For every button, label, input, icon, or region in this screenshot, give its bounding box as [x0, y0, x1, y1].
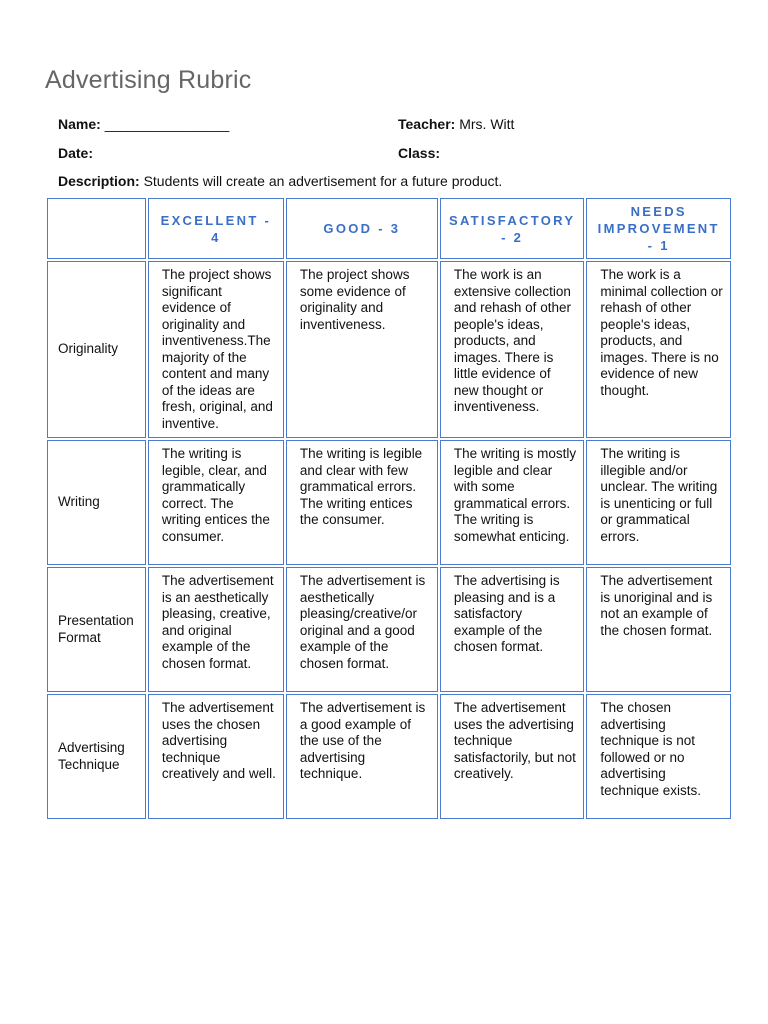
teacher-value: Mrs. Witt — [459, 116, 515, 132]
name-value: ________________ — [104, 116, 230, 132]
description-label: Description: — [58, 173, 140, 189]
rubric-cell: The writing is legible and clear with few grammatical errors. The writing entices the consumer. — [286, 440, 438, 565]
header-needs-improvement: NEEDS IMPROVEMENT - 1 — [586, 198, 731, 259]
name-label: Name: — [58, 116, 101, 132]
description-field — [58, 173, 502, 190]
rubric-cell: The writing is legible, clear, and grammatically correct. The writing entices the consumer. — [148, 440, 284, 565]
date-label: Date: — [58, 145, 94, 161]
header-criterion — [47, 198, 146, 259]
teacher-field — [398, 116, 514, 133]
teacher-label: Teacher: — [398, 116, 456, 132]
criterion-cell: Advertising Technique — [47, 694, 146, 819]
table-row — [47, 261, 731, 438]
table-row — [47, 694, 731, 819]
header-satisfactory: SATISFACTORY - 2 — [440, 198, 585, 259]
class-label: Class: — [398, 145, 441, 161]
description-value: Students will create an advertisement for a future product. — [143, 173, 503, 189]
rubric-cell: The advertisement uses the advertising technique satisfactorily, but not creatively. — [440, 694, 585, 819]
rubric-cell: The writing is mostly legible and clear with some grammatical errors. The writing is somewhat enticing. — [440, 440, 585, 565]
rubric-cell: The advertisement is unoriginal and is not an example of the chosen format. — [586, 567, 731, 692]
rubric-cell: The chosen advertising technique is not followed or no advertising technique exists. — [586, 694, 731, 819]
rubric-cell: The advertisement is an aesthetically pleasing, creative, and original example of the chosen format. — [148, 567, 284, 692]
table-row — [47, 567, 731, 692]
page-title: Advertising Rubric — [45, 66, 252, 94]
criterion-cell: Writing — [47, 440, 146, 565]
rubric-header-row — [47, 198, 731, 259]
rubric-cell: The work is an extensive collection and rehash of other people's ideas, products, and images. There is little evidence of new thought or inventiveness. — [440, 261, 585, 438]
header-good: GOOD - 3 — [286, 198, 438, 259]
name-field — [58, 116, 229, 133]
criterion-cell: Originality — [47, 261, 146, 438]
class-field — [398, 145, 440, 162]
rubric-cell: The advertisement is aesthetically pleasing/creative/or original and a good example of the chosen format. — [286, 567, 438, 692]
criterion-cell: Presentation Format — [47, 567, 146, 692]
rubric-cell: The writing is illegible and/or unclear. The writing is unenticing or full or grammatical errors. — [586, 440, 731, 565]
date-field — [58, 145, 93, 162]
rubric-cell: The advertisement uses the chosen advertising technique creatively and well. — [148, 694, 284, 819]
table-row — [47, 440, 731, 565]
rubric-cell: The advertising is pleasing and is a satisfactory example of the chosen format. — [440, 567, 585, 692]
header-excellent: EXCELLENT - 4 — [148, 198, 284, 259]
rubric-cell: The project shows some evidence of originality and inventiveness. — [286, 261, 438, 438]
rubric-cell: The advertisement is a good example of the use of the advertising technique. — [286, 694, 438, 819]
rubric-cell: The work is a minimal collection or rehash of other people's ideas, products, and images. There is no evidence of new thought. — [586, 261, 731, 438]
rubric-cell: The project shows significant evidence of originality and inventiveness.The majority of the content and many of the ideas are fresh, original, and inventive. — [148, 261, 284, 438]
rubric-table — [45, 196, 733, 821]
